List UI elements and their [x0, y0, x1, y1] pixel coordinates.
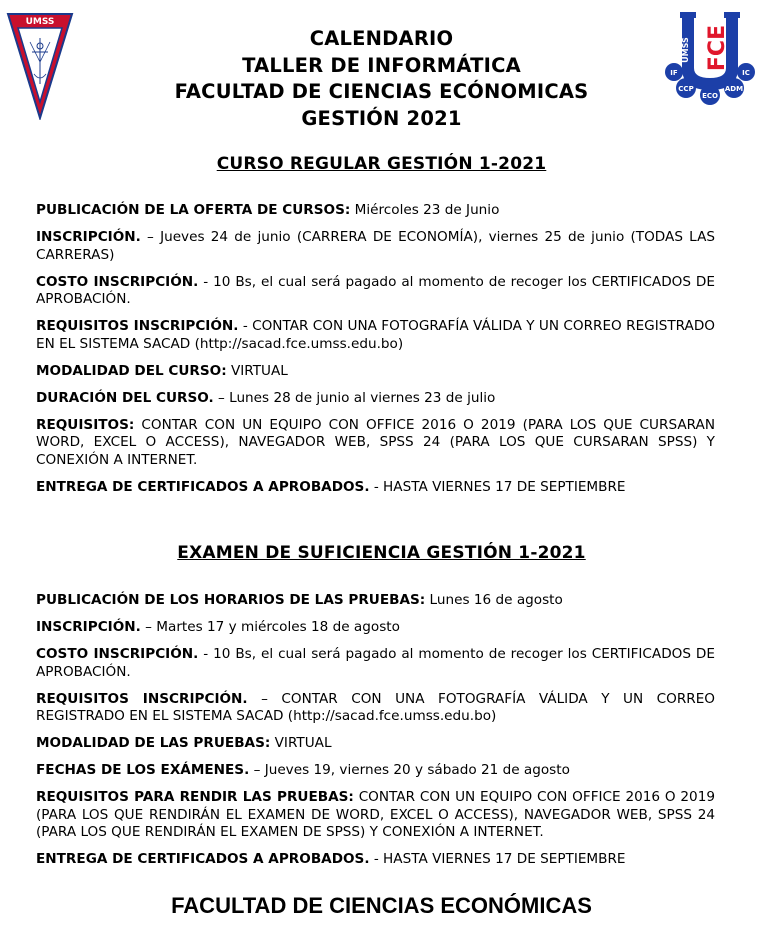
course-item — [36, 318, 715, 353]
item-label: COSTO INSCRIPCIÓN. — [36, 273, 199, 290]
footer-title: FACULTAD DE CIENCIAS ECONÓMICAS — [171, 893, 592, 918]
item-text: VIRTUAL — [226, 362, 288, 379]
header-line-4: GESTIÓN 2021 — [301, 106, 462, 130]
item-label: DURACIÓN DEL CURSO. — [36, 389, 214, 406]
item-text: – CONTAR CON UNA FOTOGRAFÍA VÁLIDA Y UN CORREO REGISTRADO EN EL SISTEMA SACAD (http://sacad.fce.umss.edu.bo) — [36, 690, 715, 724]
badge-adm: ADM — [724, 85, 744, 93]
course-section-title: CURSO REGULAR GESTIÓN 1-2021 — [216, 154, 547, 174]
item-label: FECHAS DE LOS EXÁMENES. — [36, 762, 250, 778]
item-label: REQUISITOS PARA RENDIR LAS PRUEBAS: — [36, 789, 354, 805]
header-line-3: FACULTAD DE CIENCIAS ECÓNOMICAS — [174, 80, 589, 103]
item-text: - 10 Bs, el cual será pagado al momento de recoger los CERTIFICADOS DE APROBACIÓN. — [36, 273, 715, 307]
course-item — [36, 390, 715, 408]
exam-item — [36, 789, 715, 842]
item-text: Lunes 16 de agosto — [425, 592, 563, 608]
badge-ccp: CCP — [678, 85, 694, 93]
exam-items — [36, 592, 715, 878]
umss-logo-text: UMSS — [25, 17, 55, 27]
item-label: INSCRIPCIÓN. — [36, 619, 141, 635]
item-text: CONTAR CON UN EQUIPO CON OFFICE 2016 O 2019 (PARA LOS QUE CURSARAN WORD, EXCEL O ACCESS), NAVEGADOR WEB, SPSS 24 (PARA LOS QUE CURSARAN SPSS) Y CONEXIÓN A INTERNET. — [36, 416, 715, 468]
header-line-2: TALLER DE INFORMÁTICA — [242, 53, 521, 77]
document-header — [90, 26, 673, 132]
fce-logo — [664, 10, 756, 106]
course-item — [36, 417, 715, 470]
exam-item — [36, 646, 715, 681]
exam-item — [36, 691, 715, 726]
item-text: – Jueves 24 de junio (CARRERA DE ECONOMÍA), viernes 25 de junio (TODAS LAS CARRERAS) — [36, 229, 715, 263]
course-item — [36, 274, 715, 309]
item-label: PUBLICACIÓN DE LOS HORARIOS DE LAS PRUEBAS: — [36, 592, 426, 608]
header-line-1: CALENDARIO — [309, 27, 454, 50]
item-text: - HASTA VIERNES 17 DE SEPTIEMBRE — [369, 851, 626, 867]
item-label: PUBLICACIÓN DE LA OFERTA DE CURSOS: — [36, 202, 351, 218]
item-label: REQUISITOS INSCRIPCIÓN. — [36, 690, 248, 707]
course-item — [36, 202, 715, 220]
exam-item — [36, 762, 715, 780]
item-label: MODALIDAD DEL CURSO: — [36, 362, 227, 379]
course-item — [36, 229, 715, 264]
badge-ic: IC — [742, 69, 750, 77]
fce-logo-side-text: UMSS — [681, 37, 690, 63]
item-text: – Martes 17 y miércoles 18 de agosto — [140, 619, 400, 635]
course-item — [36, 363, 715, 381]
umss-logo — [6, 12, 74, 120]
item-label: ENTREGA DE CERTIFICADOS A APROBADOS. — [36, 478, 370, 495]
item-label: INSCRIPCIÓN. — [36, 229, 141, 245]
item-text: – Lunes 28 de junio al viernes 23 de julio — [213, 389, 496, 406]
item-text: CONTAR CON UN EQUIPO CON OFFICE 2016 O 2019 (PARA LOS QUE RENDIRÁN EL EXAMEN DE WORD, EXCEL O ACCESS), NAVEGADOR WEB, SPSS 24 (PARA LOS QUE RENDIRÁN EL EXAMEN DE SPSS) Y CONEXIÓN A INTERNET. — [36, 789, 716, 840]
item-text: – Jueves 19, viernes 20 y sábado 21 de agosto — [249, 762, 570, 778]
exam-item — [36, 735, 715, 753]
item-label: REQUISITOS INSCRIPCIÓN. — [36, 318, 239, 334]
item-label: REQUISITOS: — [36, 416, 135, 433]
exam-item — [36, 851, 715, 869]
exam-section-title: EXAMEN DE SUFICIENCIA GESTIÓN 1-2021 — [177, 543, 586, 563]
exam-item — [36, 619, 715, 637]
item-text: Miércoles 23 de Junio — [350, 202, 500, 218]
item-text: - CONTAR CON UNA FOTOGRAFÍA VÁLIDA Y UN CORREO REGISTRADO EN EL SISTEMA SACAD (http://sacad.fce.umss.edu.bo) — [36, 318, 715, 352]
item-text: VIRTUAL — [270, 735, 332, 751]
fce-logo-main-text: FCE — [705, 24, 730, 72]
course-item — [36, 479, 715, 497]
item-label: ENTREGA DE CERTIFICADOS A APROBADOS. — [36, 851, 370, 867]
exam-item — [36, 592, 715, 610]
item-label: COSTO INSCRIPCIÓN. — [36, 646, 199, 662]
item-text: - HASTA VIERNES 17 DE SEPTIEMBRE — [369, 478, 626, 495]
item-label: MODALIDAD DE LAS PRUEBAS: — [36, 735, 271, 751]
badge-if: IF — [670, 69, 678, 77]
item-text: - 10 Bs, el cual será pagado al momento de recoger los CERTIFICADOS DE APROBACIÓN. — [36, 646, 715, 680]
course-items — [36, 202, 715, 506]
badge-eco: ECO — [702, 92, 718, 100]
